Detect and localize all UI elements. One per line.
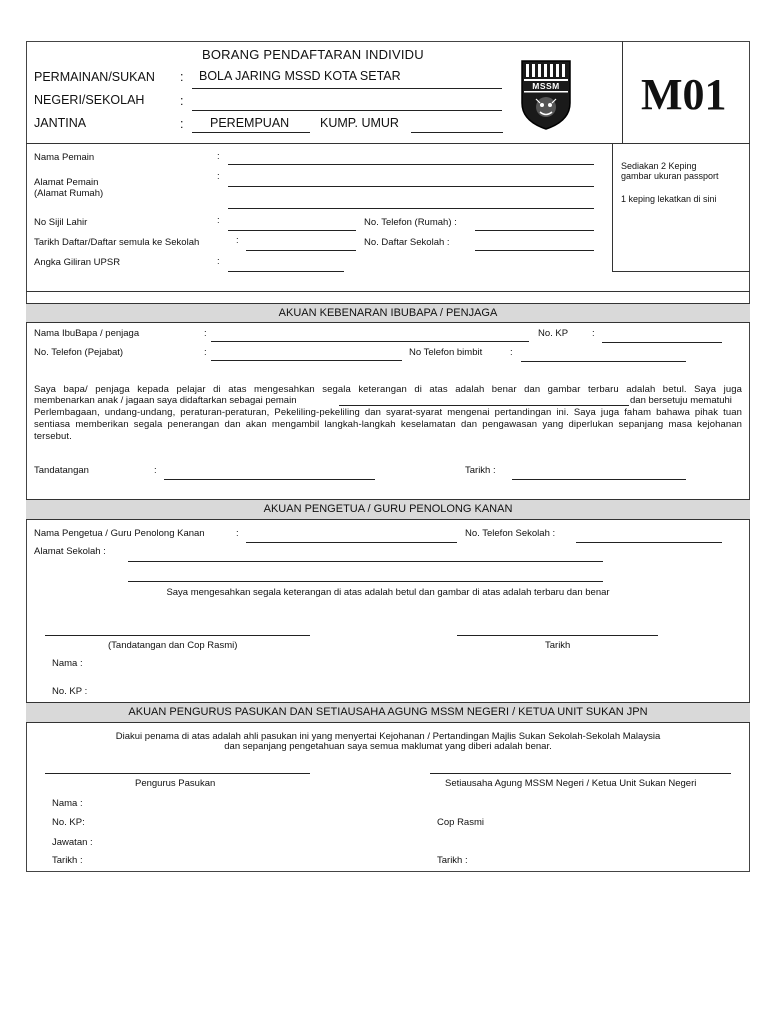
school-phone-field[interactable] [576, 542, 722, 543]
player-address-colon: : [217, 171, 220, 182]
school-address-field-1[interactable] [128, 561, 603, 562]
photo-note-2: gambar ukuran passport [621, 171, 719, 181]
mobile-label: No Telefon bimbit [409, 347, 483, 358]
state-school-colon: : [180, 94, 184, 108]
sport-value[interactable]: BOLA JARING MSSD KOTA SETAR [199, 69, 401, 83]
school-address-field-2[interactable] [128, 581, 603, 582]
age-group-label: KUMP. UMUR [320, 116, 399, 130]
principal-name-colon: : [236, 528, 239, 539]
player-name-field[interactable] [228, 164, 594, 165]
mobile-field[interactable] [521, 361, 686, 362]
manager-declaration-2: dan sepanjang pengetahuan saya semua maklumat yang diberi adalah benar. [224, 741, 552, 752]
principal-name-label: Nama Pengetua / Guru Penolong Kanan [34, 528, 205, 539]
player-address-field-1[interactable] [228, 186, 594, 187]
office-phone-colon: : [204, 347, 207, 358]
office-phone-label: No. Telefon (Pejabat) [34, 347, 124, 358]
manager-title: Pengurus Pasukan [135, 778, 216, 789]
parent-ic-colon: : [592, 328, 595, 339]
parent-signature-colon: : [154, 465, 157, 476]
mssm-shield-icon [520, 59, 572, 131]
player-sport-field[interactable] [339, 405, 629, 406]
player-address-field-2[interactable] [228, 208, 594, 209]
principal-date-field[interactable] [457, 635, 658, 636]
sport-line [192, 88, 502, 89]
upsr-label: Angka Giliran UPSR [34, 257, 121, 268]
school-reg-label: No. Daftar Sekolah : [364, 237, 450, 248]
header-divider [26, 143, 750, 144]
parent-declaration-line-1: Saya bapa/ penjaga kepada pelajar di atas mengesahkan segala keterangan di atas adalah benar dan gambar terbaru adalah betul. Saya juga [34, 384, 742, 395]
secretary-title: Setiausaha Agung MSSM Negeri / Ketua Unit Sukan Negeri [445, 778, 697, 789]
photo-box-bottom [612, 271, 750, 272]
mssm-logo [520, 59, 572, 131]
parent-date-field[interactable] [512, 479, 686, 480]
parent-top-rule [26, 291, 750, 292]
register-date-field[interactable] [246, 250, 356, 251]
parent-ic-label: No. KP [538, 328, 569, 339]
birth-cert-label: No Sijil Lahir [34, 217, 88, 228]
upsr-field[interactable] [228, 271, 344, 272]
principal-confirmation: Saya mengesahkan segala keterangan di atas adalah betul dan gambar di atas adalah terbaru dan benar [166, 587, 610, 598]
code-box-divider [622, 41, 623, 143]
register-date-label: Tarikh Daftar/Daftar semula ke Sekolah [34, 237, 200, 248]
office-phone-field[interactable] [211, 360, 402, 361]
birth-cert-field[interactable] [228, 230, 356, 231]
manager-declaration-1: Diakui penama di atas adalah ahli pasukan ini yang menyertai Kejohanan / Pertandingan Majlis Sukan Sekolah-Sekolah Malaysia [115, 731, 661, 742]
gender-value[interactable]: PEREMPUAN [210, 116, 290, 130]
sport-label: PERMAINAN/SUKAN [34, 70, 155, 84]
parent-name-label: Nama IbuBapa / penjaga [34, 328, 140, 339]
form-title: BORANG PENDAFTARAN INDIVIDU [202, 47, 424, 62]
manager-section-header [26, 702, 750, 723]
player-address-label: Alamat Pemain [34, 177, 99, 188]
school-phone-label: No. Telefon Sekolah : [465, 528, 556, 539]
logo-text: MSSM [532, 81, 560, 91]
player-address-sublabel: (Alamat Rumah) [34, 188, 104, 199]
principal-section-header [26, 499, 750, 520]
secretary-tarikh-label: Tarikh : [437, 855, 468, 866]
player-name-label: Nama Pemain [34, 152, 95, 163]
parent-declaration-rest: Perlembagaan, undang-undang, peraturan-peraturan, Pekeliling-pekeliling dan syarat-syarat mengenai pertandingan ini. Saya juga faham bahawa pihak tuan sentiasa memberikan segala penerangan dan akan mengambil langkah-langkah keselamatan dan pengawasan yang diperlukan sepanjang masa kejohanan tersebut. [34, 407, 742, 442]
parent-declaration-line-2b: dan bersetuju mematuhi [630, 395, 732, 406]
photo-note-1: Sediakan 2 Keping [621, 161, 697, 171]
manager-tarikh-label: Tarikh : [52, 855, 83, 866]
parent-name-field[interactable] [211, 341, 529, 342]
home-phone-label: No. Telefon (Rumah) : [364, 217, 457, 228]
principal-name-field[interactable] [246, 542, 457, 543]
photo-note-3: 1 keping lekatkan di sini [621, 194, 717, 204]
state-school-label: NEGERI/SEKOLAH [34, 93, 145, 107]
age-group-line [411, 132, 503, 133]
home-phone-field[interactable] [475, 230, 594, 231]
sign-stamp-label: (Tandatangan dan Cop Rasmi) [108, 640, 238, 651]
manager-kp-label: No. KP: [52, 817, 85, 828]
form-code: M01 [641, 70, 727, 119]
principal-date-label: Tarikh [545, 640, 571, 651]
photo-box-left [612, 143, 613, 271]
upsr-colon: : [217, 256, 220, 267]
parent-date-label: Tarikh : [465, 465, 496, 476]
principal-section-title: AKUAN PENGETUA / GURU PENOLONG KANAN [263, 503, 513, 515]
manager-jawatan-label: Jawatan : [52, 837, 93, 848]
gender-label: JANTINA [34, 116, 87, 130]
parent-signature-field[interactable] [164, 479, 375, 480]
parent-name-colon: : [204, 328, 207, 339]
parent-section-header [26, 303, 750, 323]
gender-line [192, 132, 310, 133]
gender-colon: : [180, 117, 184, 131]
manager-signature-field[interactable] [45, 773, 310, 774]
parent-declaration-line-2a: membenarkan anak / jagaan saya didaftarkan sebagai pemain [34, 395, 297, 406]
official-stamp-label: Cop Rasmi [437, 817, 484, 828]
school-address-label: Alamat Sekolah : [34, 546, 106, 557]
parent-signature-label: Tandatangan [34, 465, 89, 476]
secretary-signature-field[interactable] [430, 773, 731, 774]
register-date-colon: : [236, 235, 239, 246]
parent-section-title: AKUAN KEBENARAN IBUBAPA / PENJAGA [278, 307, 498, 319]
state-school-line [192, 110, 502, 111]
principal-kp-label: No. KP : [52, 686, 88, 697]
manager-nama-label: Nama : [52, 798, 83, 809]
parent-ic-field[interactable] [602, 342, 722, 343]
principal-nama-label: Nama : [52, 658, 83, 669]
manager-section-title: AKUAN PENGURUS PASUKAN DAN SETIAUSAHA AGUNG MSSM NEGERI / KETUA UNIT SUKAN JPN [128, 706, 648, 718]
player-name-colon: : [217, 151, 220, 162]
birth-cert-colon: : [217, 215, 220, 226]
mobile-colon: : [510, 347, 513, 358]
school-reg-field[interactable] [475, 250, 594, 251]
principal-signature-field[interactable] [45, 635, 310, 636]
sport-colon: : [180, 70, 184, 84]
